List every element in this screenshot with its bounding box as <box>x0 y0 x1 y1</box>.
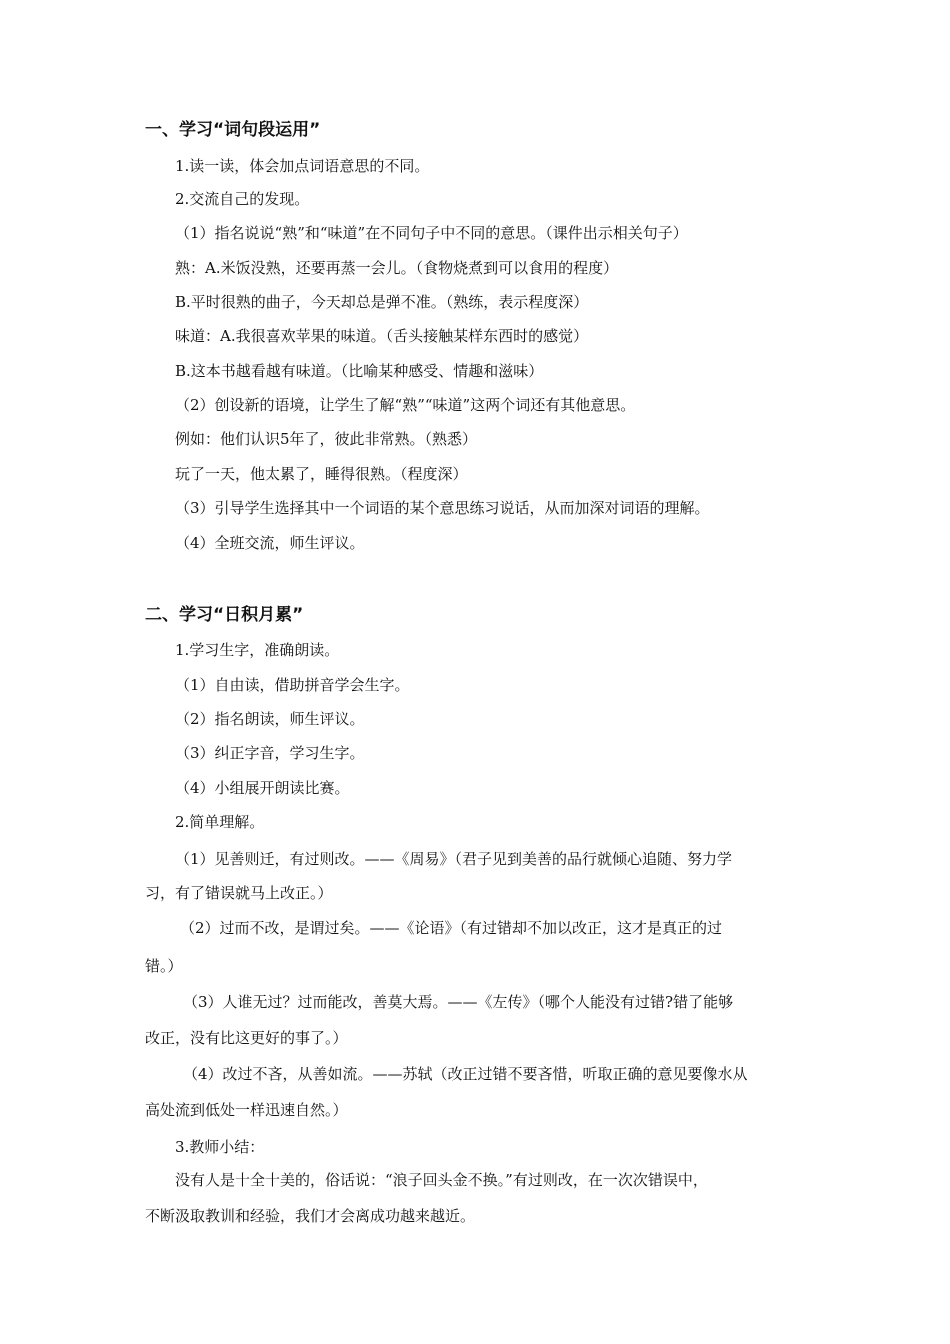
section-2-heading: 二、学习“日积月累” <box>145 605 304 625</box>
paragraph: 没有人是十全十美的，俗话说：“浪子回头金不换。”有过则改，在一次次错误中， <box>175 1171 708 1189</box>
paragraph: 2.简单理解。 <box>175 813 265 831</box>
paragraph: 1.学习生字，准确朗读。 <box>175 641 340 659</box>
paragraph: 3.教师小结： <box>175 1138 265 1156</box>
paragraph: （1）见善则迁，有过则改。——《周易》（君子见到美善的品行就倾心追随、努力学 <box>175 850 733 868</box>
paragraph: （3）引导学生选择其中一个词语的某个意思练习说话，从而加深对词语的理解。 <box>175 499 710 517</box>
paragraph: （2）过而不改，是谓过矣。——《论语》（有过错却不加以改正，这才是真正的过 <box>180 919 723 937</box>
paragraph: （2）指名朗读，师生评议。 <box>175 710 365 728</box>
paragraph: （3）纠正字音，学习生字。 <box>175 744 365 762</box>
paragraph: 错。） <box>145 957 183 975</box>
paragraph: （4）小组展开朗读比赛。 <box>175 779 350 797</box>
paragraph: 熟：A.米饭没熟，还要再蒸一会儿。（食物烧煮到可以食用的程度） <box>175 259 619 277</box>
paragraph: 不断汲取教训和经验，我们才会离成功越来越近。 <box>145 1207 476 1225</box>
paragraph: B.平时很熟的曲子，今天却总是弹不准。（熟练，表示程度深） <box>175 293 589 311</box>
section-1-heading: 一、学习“词句段运用” <box>145 120 321 140</box>
paragraph: 2.交流自己的发现。 <box>175 190 310 208</box>
paragraph: （4）全班交流，师生评议。 <box>175 534 365 552</box>
paragraph: （4）改过不吝，从善如流。——苏轼（改正过错不要吝惜，听取正确的意见要像水从 <box>183 1065 748 1083</box>
paragraph: 改正，没有比这更好的事了。） <box>145 1029 348 1047</box>
paragraph: 例如：他们认识5年了，彼此非常熟。（熟悉） <box>175 430 478 448</box>
paragraph: 玩了一天，他太累了，睡得很熟。（程度深） <box>175 465 468 483</box>
paragraph: 高处流到低处一样迅速自然。） <box>145 1101 348 1119</box>
paragraph: 习，有了错误就马上改正。） <box>145 884 333 902</box>
paragraph: （2）创设新的语境，让学生了解“熟”“味道”这两个词还有其他意思。 <box>175 396 636 414</box>
paragraph: （3）人谁无过？过而能改，善莫大焉。——《左传》（哪个人能没有过错?错了能够 <box>183 993 734 1011</box>
paragraph: （1）指名说说“熟”和“味道”在不同句子中不同的意思。（课件出示相关句子） <box>175 224 688 242</box>
paragraph: 味道：A.我很喜欢苹果的味道。（舌头接触某样东西时的感觉） <box>175 327 589 345</box>
paragraph: （1）自由读，借助拼音学会生字。 <box>175 676 410 694</box>
paragraph: B.这本书越看越有味道。（比喻某种感受、情趣和滋味） <box>175 362 544 380</box>
paragraph: 1.读一读，体会加点词语意思的不同。 <box>175 157 430 175</box>
